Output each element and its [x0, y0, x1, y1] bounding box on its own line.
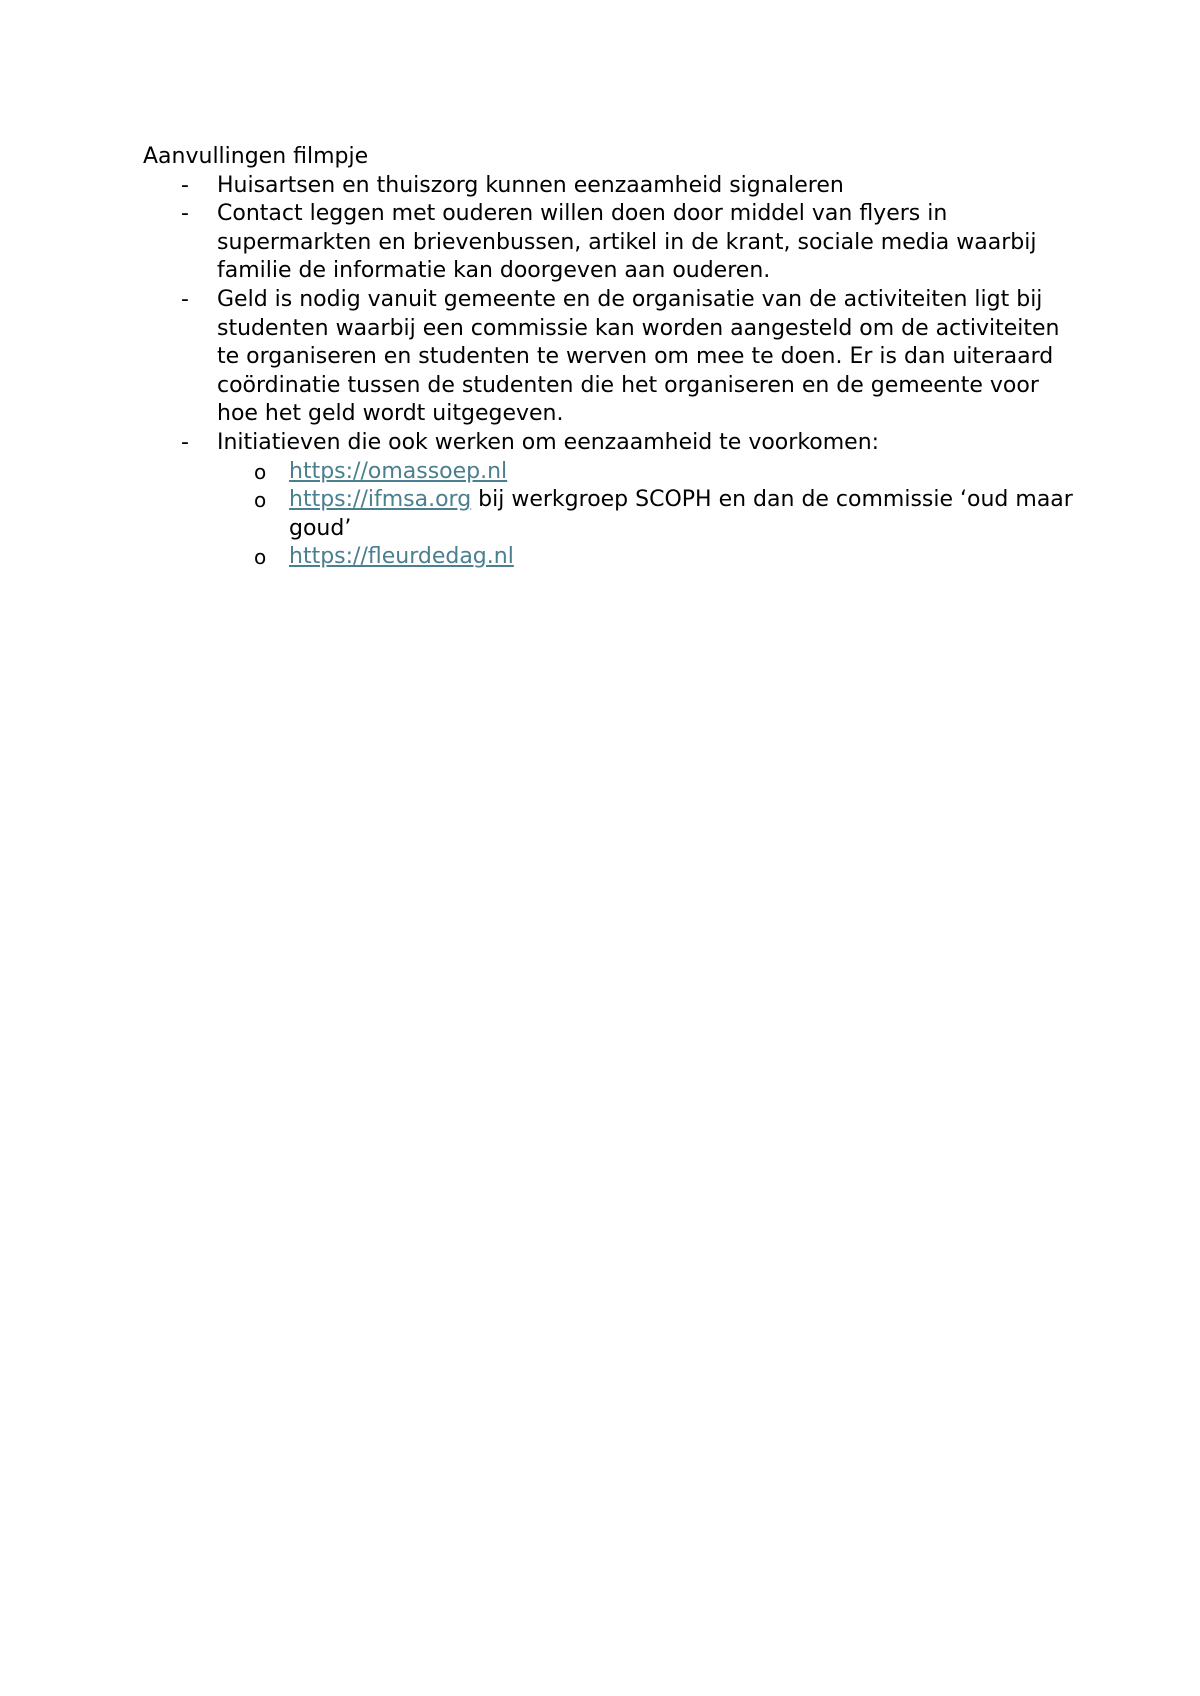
- list-item-text: Huisartsen en thuiszorg kunnen eenzaamheid signaleren: [217, 172, 844, 198]
- dash-bullet-icon: -: [181, 172, 189, 198]
- list-item: [143, 286, 1073, 429]
- circle-bullet-icon: o: [254, 459, 267, 484]
- sublist-item: [217, 458, 1073, 487]
- bullet-list: [143, 172, 1073, 572]
- circle-bullet-icon: o: [254, 545, 267, 570]
- ifmsa-link[interactable]: https://ifmsa.org: [289, 487, 472, 513]
- fleurdedag-link[interactable]: https://fleurdedag.nl: [289, 544, 514, 570]
- sublist-item: [217, 486, 1073, 543]
- circle-bullet-icon: o: [254, 488, 267, 513]
- list-item: [143, 172, 1073, 201]
- list-item-text: Initiatieven die ook werken om eenzaamheid te voorkomen:: [217, 429, 880, 455]
- document-body: [143, 143, 1073, 572]
- list-item-text: Contact leggen met ouderen willen doen door middel van flyers in supermarkten en brievenbussen, artikel in de krant, sociale media waarbij familie de informatie kan doorgeven aan ouderen.: [217, 201, 1037, 284]
- sublist-item: [217, 543, 1073, 572]
- list-item-text: Geld is nodig vanuit gemeente en de organisatie van de activiteiten ligt bij studenten waarbij een commissie kan worden aangesteld om de activiteiten te organiseren en studenten te werven om mee te doen. Er is dan uiteraard coördinatie tussen de studenten die het organiseren en de gemeente voor hoe het geld wordt uitgegeven.: [217, 286, 1060, 427]
- list-item: [143, 200, 1073, 286]
- sublist-item-text: bij werkgroep SCOPH en dan de commissie ‘oud maar goud’: [289, 487, 1073, 541]
- dash-bullet-icon: -: [181, 429, 189, 455]
- document-heading: Aanvullingen filmpje: [143, 144, 369, 169]
- link-sublist: [217, 458, 1073, 572]
- omassoep-link[interactable]: https://omassoep.nl: [289, 458, 508, 484]
- dash-bullet-icon: -: [181, 201, 189, 227]
- list-item: [143, 429, 1073, 572]
- dash-bullet-icon: -: [181, 286, 189, 312]
